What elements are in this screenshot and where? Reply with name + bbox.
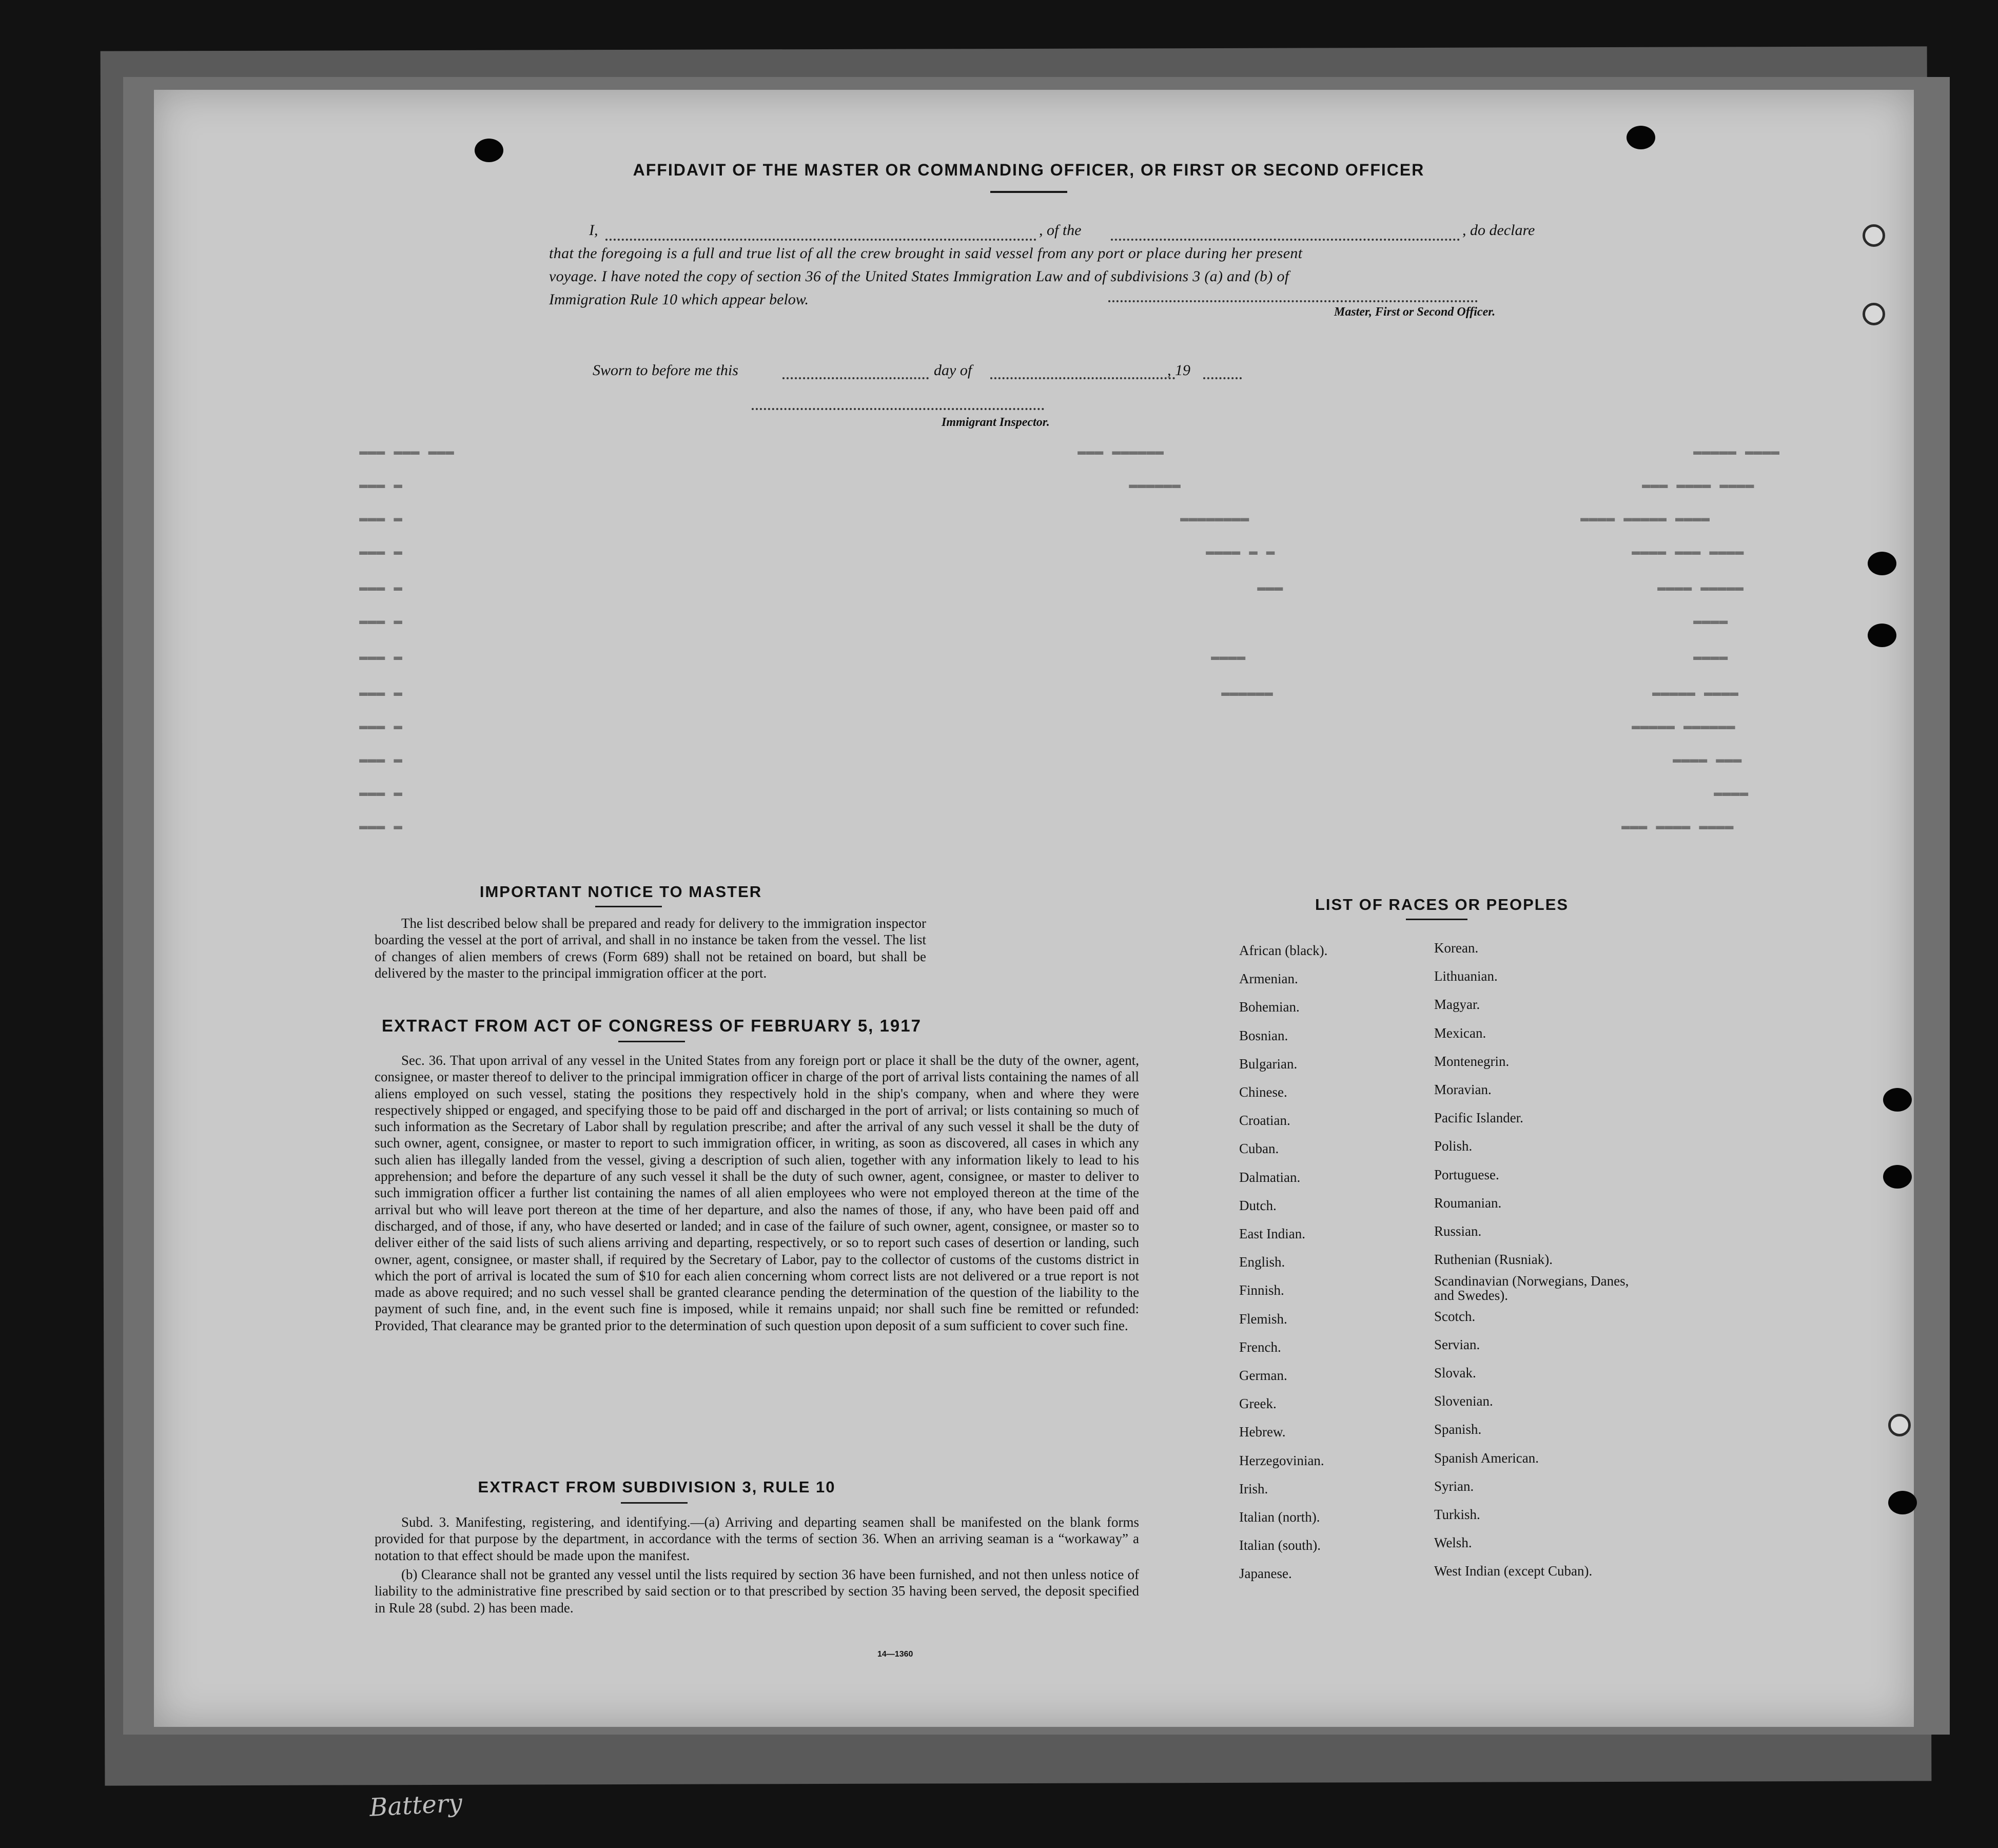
- affidavit-of-the-label: , of the: [1039, 222, 1082, 239]
- race-item: English.: [1239, 1254, 1285, 1270]
- race-item: Dalmatian.: [1239, 1169, 1301, 1185]
- race-item: Polish.: [1434, 1138, 1473, 1154]
- race-item: Turkish.: [1434, 1507, 1480, 1523]
- punch-hole: [1883, 1165, 1912, 1189]
- race-item: Greek.: [1239, 1396, 1277, 1412]
- race-item: Russian.: [1434, 1223, 1482, 1239]
- signature-caption: Master, First or Second Officer.: [1334, 305, 1496, 319]
- race-item: Lithuanian.: [1434, 968, 1498, 984]
- race-item: Bohemian.: [1239, 999, 1300, 1015]
- race-item: Pacific Islander.: [1434, 1110, 1523, 1126]
- race-item: Scotch.: [1434, 1308, 1476, 1324]
- notice-underline: [595, 906, 662, 907]
- affidavit-i-label: I,: [589, 222, 598, 239]
- rule-extract-title: EXTRACT FROM SUBDIVISION 3, RULE 10: [478, 1478, 836, 1496]
- signature-blank: [1108, 300, 1478, 302]
- rule-extract-text-a: Subd. 3. Manifesting, registering, and identifying.—(a) Arriving and departing seamen shall be manifested on the blank forms provided for that purpose by the department, in accordance with the terms of section 36. When an arriving seaman is a “workaway” a notation to that effect should be made upon the manifest.: [375, 1514, 1139, 1563]
- affidavit-line-2: that the foregoing is a full and true list of all the crew brought in said vessel from any port or place during her present: [549, 245, 1303, 262]
- year-blank: [1203, 377, 1242, 379]
- affidavit-declare-label: , do declare: [1462, 222, 1535, 239]
- race-item: Servian.: [1434, 1336, 1480, 1352]
- name-blank: [605, 239, 1036, 241]
- race-item: Italian (north).: [1239, 1509, 1320, 1525]
- race-item: Armenian.: [1239, 971, 1298, 987]
- day-blank: [782, 377, 929, 379]
- race-item: Bulgarian.: [1239, 1056, 1298, 1072]
- race-item: African (black).: [1239, 943, 1328, 958]
- title-underline: [990, 191, 1067, 193]
- race-item: Herzegovinian.: [1239, 1452, 1324, 1468]
- race-item: Portuguese.: [1434, 1166, 1499, 1182]
- ring-hole: [1863, 303, 1885, 325]
- page-title: AFFIDAVIT OF THE MASTER OR COMMANDING OFFICER, OR FIRST OR SECOND OFFICER: [633, 161, 1425, 179]
- ring-hole: [1863, 224, 1885, 247]
- year-label: , 19: [1167, 362, 1190, 379]
- notice-text: The list described below shall be prepared and ready for delivery to the immigration inspector boarding the vessel at the port of arrival, and shall in no instance be taken from the vessel. The list of changes of alien members of crews (Form 689) shall not be retained on board, but shall be delivered by the master to the principal immigration officer at the port.: [375, 916, 926, 981]
- act-underline: [618, 1041, 685, 1042]
- race-item: Slovenian.: [1434, 1393, 1493, 1409]
- race-item: Spanish American.: [1434, 1450, 1539, 1466]
- manifest-page: AFFIDAVIT OF THE MASTER OR COMMANDING OFFICER, OR FIRST OR SECOND OFFICER I, , of the , do declare that the foregoing is a full and true list of all the crew brought in said vessel from any port or place during her present voyage. I have noted the copy of section 36 of the United States Immigration Law and of subdivisions 3 (a) and (b) of Immigration Rule 10 which appear below. Master, First or Second Officer. Sworn to before me this day of , 19 Immigrant Inspector. ▬▬▬ ▬▬▬ ▬▬▬ ▬▬▬▬▬▬ ▬▬▬ ▬▬▬▬ ▬▬▬▬▬ ▬ ▬▬▬ ▬▬▬▬▬▬ ▬▬▬▬ ▬▬▬▬ ▬▬▬ ▬ ▬▬▬ ▬▬▬▬▬▬▬▬ ▬▬▬▬ ▬▬▬▬▬ ▬▬▬▬ ▬ ▬▬▬ ▬ ▬ ▬▬▬▬ ▬▬▬▬ ▬▬▬ ▬▬▬▬ ▬ ▬▬▬ ▬▬▬ ▬▬▬▬▬ ▬▬▬▬ ▬ ▬▬▬ ▬▬▬▬ ▬ ▬▬▬ ▬▬▬▬ ▬▬▬▬ ▬ ▬▬▬ ▬▬▬▬▬▬ ▬▬▬▬ ▬▬▬▬▬ ▬ ▬▬▬ ▬▬▬▬▬▬ ▬▬▬▬▬ ▬ ▬▬▬ ▬▬▬ ▬▬▬▬ ▬ ▬▬▬ ▬▬▬▬ ▬ ▬▬▬ ▬▬▬▬ ▬▬▬▬ ▬▬▬ IMPORTANT NOTICE TO MASTER The list described below shall be prepared and ready for delivery to the immigration inspector boarding the vessel at the port of arrival, and shall in no instance be taken from the vessel. The list of changes of alien members of crews (Form 689) shall not be retained on board, but shall be delivered by the master to the principal immigration officer at the port. EXTRACT FROM ACT OF CONGRESS OF FEBRUARY 5, 1917 Sec. 36. That upon arrival of any vessel in the United States from any foreign port or place it shall be the duty of the owner, agent, consignee, or master thereof to deliver to the principal immigration officer in charge of the port of arrival lists containing the names of all aliens employed on such vessel, stating the positions they respectively hold in the ship's company, when and where they were respectively shipped or engaged, and specifying those to be paid off and discharged in the port of arrival; or lists containing so much of such information as the Secretary of Labor shall by regulation prescribe; and after the arrival of any such vessel it shall be the duty of such owner, agent, consignee, or master to report to such immigration officer, in writing, as soon as discovered, all cases in which any such alien has illegally landed from the vessel, giving a description of such alien, together with any information likely to lead to his apprehension; and before the departure of any such vessel it shall be the duty of such owner, agent, consignee, or master to deliver to such immigration officer a further list containing the names of all alien employees who were not employed thereon at the time of the arrival but who will leave port thereon at the time of her departure, and also the names of those, if any, who have been paid off and discharged, and of those, if any, who have deserted or landed; and in case of the failure of such owner, agent, consignee, or master so to deliver either of the said lists of such aliens arriving and departing, respectively, or so to report such cases of desertion or landing, such owner, agent, consignee, or master shall, if required by the Secretary of Labor, pay to the collector of customs of the customs district in which the port of arrival is located the sum of $10 for each alien concerning whom correct lists are not delivered or a true report is not made as above required; and no such vessel shall be granted clearance pending the determination of the question of the liability to the payment of such fine, and, in the event such fine is imposed, while it remains unpaid; nor shall such fine be remitted or refunded: Provided, That clearance may be granted prior to the determination of such question upon deposit of a sum sufficient to cover such fine. EXTRACT FROM SUBDIVISION 3, RULE 10 Subd. 3. Manifesting, registering, and identifying.—(a) Arriving and departing seamen shall be manifested on the blank forms provided for that purpose by the department, in accordance with the terms of section 36. When an arriving seaman is a “workaway” a notation to that effect should be made upon the manifest. (b) Clearance shall not be granted any vessel until the lists required by section 36 have been furnished, and not then unless notice of liability to the administrative fine prescribed by said section or to that prescribed by section 35 having been served, the deposit specified in Rule 28 (subd. 2) has been made. 14—1360 LIST OF RACES OR PEOPLES African (black). Armenian. Bohemian. Bosnian. Bulgarian. Chinese. Croatian. Cuban. Dalmatian. Dutch. East Indian. English. Finnish. Flemish. French. German. Greek. Hebrew. Herzegovinian. Irish. Italian (north). Italian (south). Japanese. Korean. Lithuanian. Magyar. Mexican. Montenegrin. Moravian. Pacific Islander. Polish. Portuguese. Roumanian. Russian. Ruthenian (Rusniak). Scandinavian (Norwegians, Danes, and Swedes). Scotch. Servian. Slovak. Slovenian. Spanish. Spanish American. Syrian. Turkish. Welsh. West Indian (except Cuban).: [154, 90, 1914, 1727]
- races-title: LIST OF RACES OR PEOPLES: [1315, 896, 1569, 913]
- punch-hole: [1883, 1088, 1912, 1112]
- race-item: Moravian.: [1434, 1082, 1492, 1098]
- inspector-caption: Immigrant Inspector.: [942, 416, 1050, 429]
- vessel-blank: [1111, 239, 1460, 241]
- act-extract-title: EXTRACT FROM ACT OF CONGRESS OF FEBRUARY 5, 1917: [382, 1016, 922, 1035]
- race-item: Spanish.: [1434, 1422, 1482, 1437]
- race-item: West Indian (except Cuban).: [1434, 1563, 1593, 1579]
- race-item: Italian (south).: [1239, 1538, 1321, 1553]
- races-right-column: [1434, 934, 1650, 1586]
- ring-hole: [1888, 1414, 1911, 1436]
- handwritten-scrawl: Battery: [368, 1788, 463, 1822]
- races-left-column: [1239, 937, 1327, 1588]
- race-item: Flemish.: [1239, 1311, 1287, 1327]
- race-item: Scandinavian (Norwegians, Danes, and Swedes).: [1434, 1273, 1629, 1304]
- race-item: Croatian.: [1239, 1113, 1290, 1129]
- inspector-blank: [752, 408, 1044, 410]
- affidavit-line-4: Immigration Rule 10 which appear below.: [549, 291, 809, 308]
- race-item: Japanese.: [1239, 1566, 1292, 1582]
- race-item: Mexican.: [1434, 1025, 1486, 1041]
- notice-title: IMPORTANT NOTICE TO MASTER: [479, 883, 762, 901]
- race-item: Finnish.: [1239, 1282, 1284, 1298]
- races-underline: [1406, 919, 1467, 920]
- form-number: 14—1360: [877, 1650, 913, 1659]
- race-item: Magyar.: [1434, 997, 1480, 1013]
- race-item: East Indian.: [1239, 1226, 1305, 1242]
- race-item: Roumanian.: [1434, 1195, 1502, 1211]
- race-item: Bosnian.: [1239, 1027, 1288, 1043]
- race-item: Welsh.: [1434, 1535, 1472, 1551]
- punch-hole: [1888, 1491, 1917, 1514]
- sworn-label: Sworn to before me this: [593, 362, 738, 379]
- affidavit-line-3: voyage. I have noted the copy of section 36 of the United States Immigration Law and of subdivisions 3 (a) and (b) of: [549, 268, 1289, 285]
- rule-underline: [621, 1502, 688, 1504]
- race-item: Irish.: [1239, 1481, 1268, 1496]
- act-extract-text: Sec. 36. That upon arrival of any vessel in the United States from any foreign port or place it shall be the duty of the owner, agent, consignee, or master thereof to deliver to the principal immigration officer in charge of the port of arrival lists containing the names of all aliens employed on such vessel, stating the positions they respectively hold in the ship's company, when and where they were respectively shipped or engaged, and specifying those to be paid off and discharged in the port of arrival; or lists containing so much of such information as the Secretary of Labor shall by regulation prescribe; and after the arrival of any such vessel it shall be the duty of such owner, agent, consignee, or master to report to such immigration officer, in writing, as soon as discovered, all cases in which any such alien has illegally landed from the vessel, giving a description of such alien, together with any information likely to lead to his apprehension; and before the departure of any such vessel it shall be the duty of such owner, agent, consignee, or master to deliver to such immigration officer a further list containing the names of all alien employees who were not employed thereon at the time of the arrival but who will leave port thereon at the time of her departure, and also the names of those, if any, who have been paid off and discharged, and of those, if any, who have deserted or landed; and in case of the failure of such owner, agent, consignee, or master so to deliver either of the said lists of such aliens arriving and departing, respectively, or so to report such cases of desertion or landing, such owner, agent, consignee, or master shall, if required by the Secretary of Labor, pay to the collector of customs of the customs district in which the port of arrival is located the sum of $10 for each alien concerning whom correct lists are not delivered or a true report is not made as above required; and no such vessel shall be granted clearance pending the determination of the question of the liability to the payment of such fine, and, in the event such fine is imposed, while it remains unpaid; nor shall such fine be remitted or refunded: Provided, That clearance may be granted prior to the determination of such question upon deposit of a sum sufficient to cover such fine.: [375, 1053, 1139, 1333]
- race-item: French.: [1239, 1339, 1281, 1355]
- race-item: Hebrew.: [1239, 1424, 1286, 1440]
- race-item: Slovak.: [1434, 1365, 1476, 1381]
- race-item: German.: [1239, 1368, 1287, 1384]
- day-of-label: day of: [934, 362, 972, 379]
- race-item: Korean.: [1434, 940, 1479, 956]
- month-blank: [990, 377, 1175, 379]
- race-item: Cuban.: [1239, 1141, 1279, 1157]
- race-item: Dutch.: [1239, 1197, 1277, 1213]
- race-item: Ruthenian (Rusniak).: [1434, 1252, 1553, 1268]
- race-item: Montenegrin.: [1434, 1053, 1510, 1069]
- punch-hole: [475, 139, 503, 162]
- race-item: Syrian.: [1434, 1478, 1474, 1494]
- punch-hole: [1627, 126, 1655, 149]
- rule-extract-text-b: (b) Clearance shall not be granted any vessel until the lists required by section 36 have been furnished, and not then unless notice of liability to the administrative fine prescribed by said section or to that prescribed by section 35 having been served, the deposit specified in Rule 28 (subd. 2) has been made.: [375, 1567, 1139, 1616]
- race-item: Chinese.: [1239, 1084, 1287, 1100]
